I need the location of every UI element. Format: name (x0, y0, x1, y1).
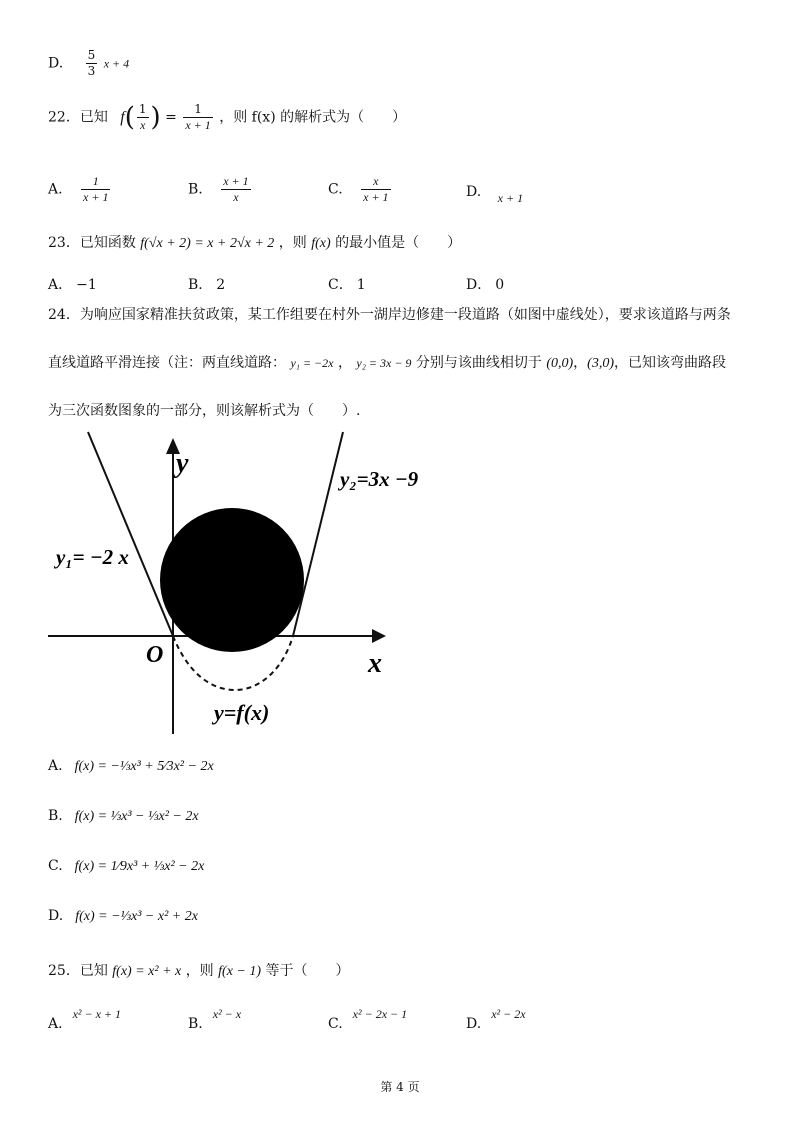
curve-label: y=f(x) (214, 700, 270, 725)
lake-circle (160, 508, 304, 652)
q25-option-c: C.x² − 2x − 1 (328, 1007, 408, 1032)
q23-stem: 23．已知函数 f(√x + 2) = x + 2√x + 2 ，则 f(x) 的最小值是（ ） (48, 235, 462, 251)
q24-option-a: A. f(x) = −⅓x³ + 5⁄3x² − 2x (48, 758, 214, 774)
q22-option-d: D. x + 1 (466, 184, 524, 205)
q23-option-d: D． 0 (466, 277, 505, 293)
q24-option-c: C. f(x) = 1⁄9x³ + ⅓x² − 2x (48, 858, 205, 874)
page-number: 第 4 页 (380, 1080, 420, 1094)
q24-option-b: B. f(x) = ⅓x³ − ⅓x² − 2x (48, 808, 199, 824)
expression: x + 4 (103, 56, 130, 71)
q24-line1: 24．为响应国家精准扶贫政策，某工作组要在村外一湖岸边修建一段道路（如图中虚线处），要求该道路与两条 (48, 307, 731, 323)
q24-figure (40, 428, 419, 738)
q24-option-d: D. f(x) = −⅓x³ − x² + 2x (48, 908, 198, 924)
x-axis-label: x (368, 648, 382, 679)
q23-option-b: B． 2 (188, 277, 226, 293)
q21-option-d (48, 48, 129, 79)
formula: f(√x + 2) = x + 2√x + 2 (140, 236, 275, 251)
fraction: $\frac{1}{x + 1}$ (185, 102, 211, 132)
q25-option-b: B.x² − x (188, 1007, 242, 1032)
line-y1 (88, 432, 173, 636)
q24-line2: 直线道路平滑连接（注：两直线道路： y₁ = −2x ， y₂ = 3x − 9 分别与该曲线相切于 (0,0)，(3,0)，已知该弯曲路段 (48, 355, 726, 371)
option-label: D. (48, 55, 64, 72)
q25-stem: 25．已知 f(x) = x² + x ，则 f(x − 1) 等于（ ） (48, 963, 350, 979)
origin-label: O (146, 642, 164, 668)
fraction: $\frac{5}{3}$ (87, 48, 96, 78)
line-y2 (293, 432, 343, 636)
q22-stem: 22．已知 f( $\frac{1}{x}$ ) = $\frac{1}{x + 1}$ ，则 f(x) 的解析式为（ ） (48, 102, 407, 133)
q22-option-b: B. $\frac{x + 1}{x}$ (188, 174, 249, 204)
q24-line3: 为三次函数图象的一部分，则该解析式为（ ）. (48, 403, 361, 419)
x-axis-arrow (372, 629, 386, 643)
y-axis-label: y (176, 448, 189, 479)
q22-option-a: A. $\frac{1}{x + 1}$ (48, 174, 109, 204)
q22-option-c: C. $\frac{x}{x + 1}$ (328, 174, 389, 204)
line-y2-label: y₂=3x −9 (340, 467, 419, 491)
q25-option-d: D.x² − 2x (466, 1007, 526, 1032)
q23-option-a: A． −1 (48, 277, 97, 293)
q23-option-c: C． 1 (328, 277, 366, 293)
line-y1-label: y₁= −2 x (56, 545, 129, 569)
fraction: $\frac{1}{x}$ (138, 102, 147, 132)
q25-option-a: A.x² − x + 1 (48, 1007, 122, 1032)
